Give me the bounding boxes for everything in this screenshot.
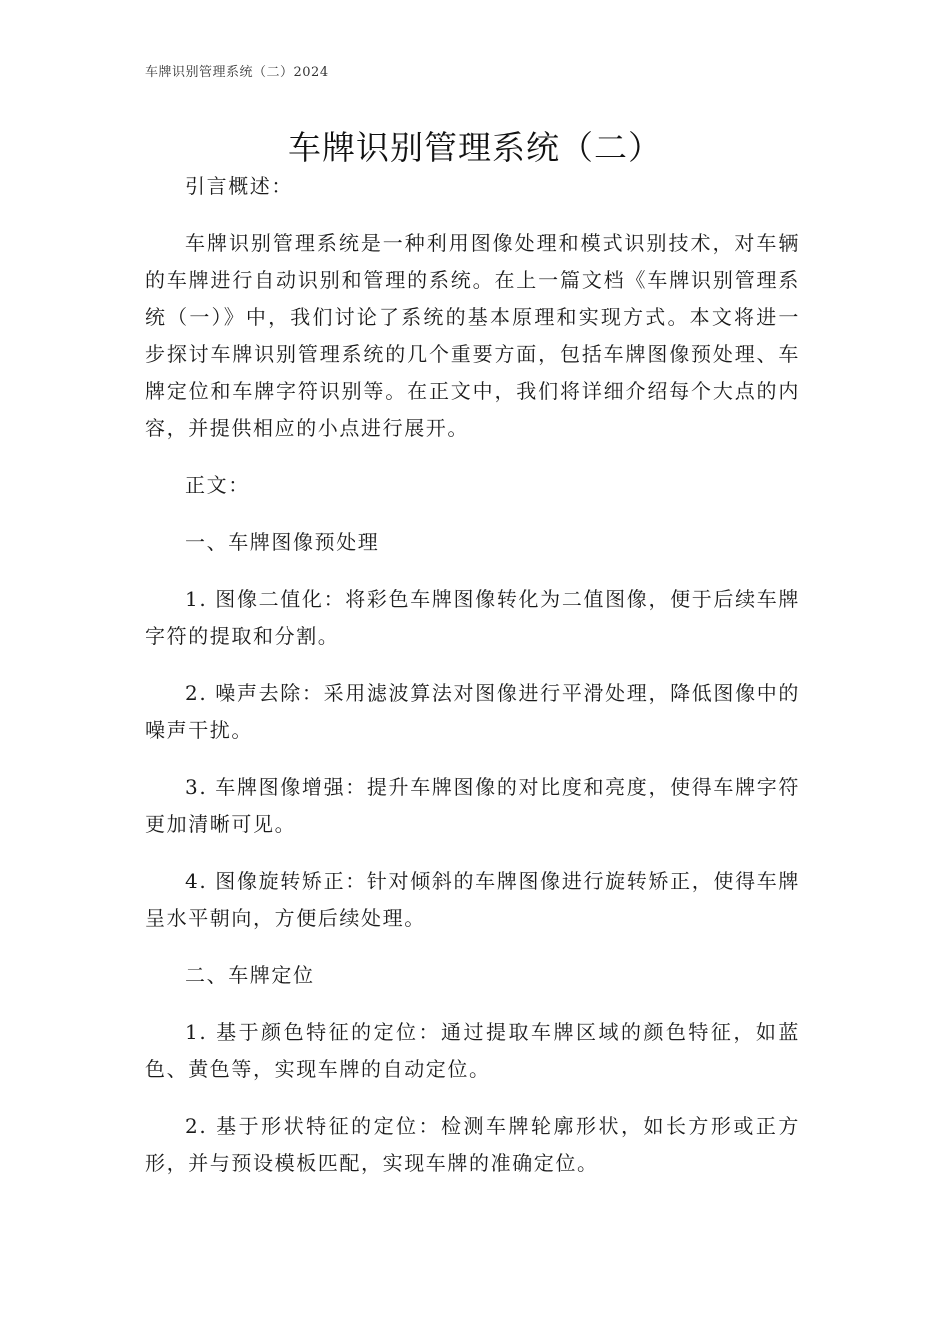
intro-heading: 引言概述： bbox=[185, 174, 293, 198]
list-item-shape-localization: 2. 基于形状特征的定位：检测车牌轮廓形状，如长方形或正方形，并与预设模板匹配，实现车牌的准确定位。 bbox=[145, 1114, 800, 1175]
list-item-noise-removal: 2. 噪声去除：采用滤波算法对图像进行平滑处理，降低图像中的噪声干扰。 bbox=[145, 681, 800, 742]
document-body bbox=[145, 168, 800, 1202]
section-heading-preprocessing: 一、车牌图像预处理 bbox=[185, 530, 380, 554]
list-item-enhancement: 3. 车牌图像增强：提升车牌图像的对比度和亮度，使得车牌字符更加清晰可见。 bbox=[145, 775, 800, 836]
document-title: 车牌识别管理系统（二） bbox=[288, 128, 662, 168]
list-item-rotation-correction: 4. 图像旋转矫正：针对倾斜的车牌图像进行旋转矫正，使得车牌呈水平朝向，方便后续处理。 bbox=[145, 869, 800, 930]
section-heading-localization: 二、车牌定位 bbox=[185, 963, 315, 987]
list-item-binarization: 1. 图像二值化：将彩色车牌图像转化为二值图像，便于后续车牌字符的提取和分割。 bbox=[145, 587, 800, 648]
list-item-color-localization: 1. 基于颜色特征的定位：通过提取车牌区域的颜色特征，如蓝色、黄色等，实现车牌的自动定位。 bbox=[145, 1020, 800, 1081]
intro-paragraph: 车牌识别管理系统是一种利用图像处理和模式识别技术，对车辆的车牌进行自动识别和管理的系统。在上一篇文档《车牌识别管理系统（一）》中，我们讨论了系统的基本原理和实现方式。本文将进一步探讨车牌识别管理系统的几个重要方面，包括车牌图像预处理、车牌定位和车牌字符识别等。在正文中，我们将详细介绍每个大点的内容，并提供相应的小点进行展开。 bbox=[145, 231, 800, 440]
page-header: 车牌识别管理系统（二）2024 bbox=[145, 65, 329, 80]
body-heading: 正文： bbox=[185, 473, 250, 497]
